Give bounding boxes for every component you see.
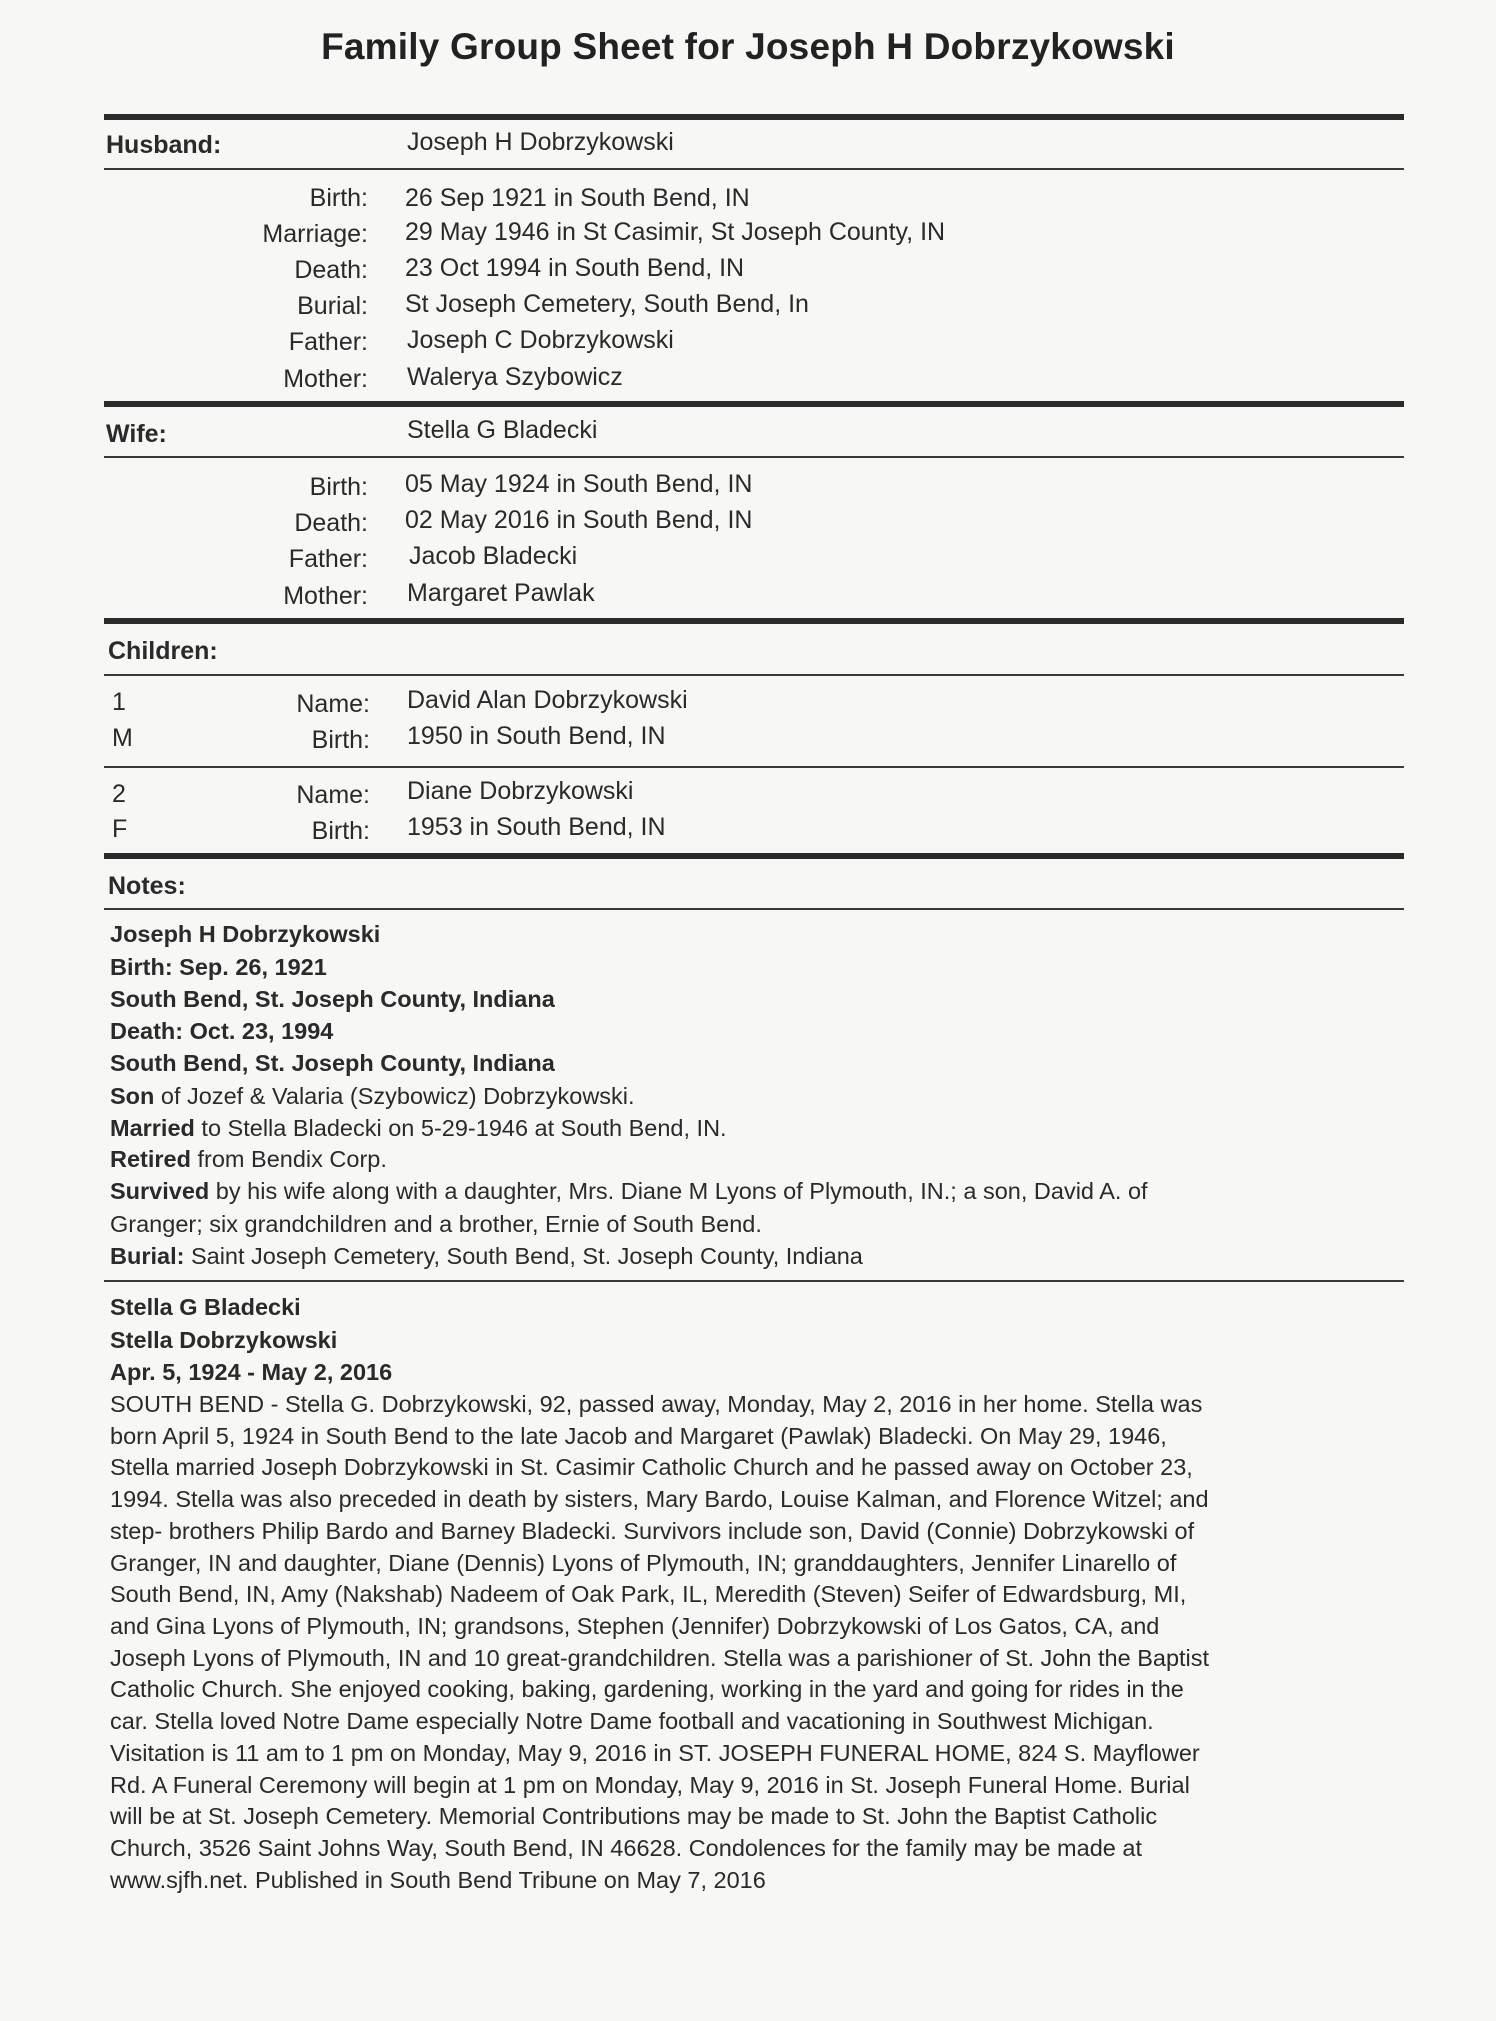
note-line-lead: Retired [110,1146,191,1172]
obituary-line: will be at St. Joseph Cemetery. Memorial Contributions may be made to St. John the Baptist Catholic [110,1803,1158,1829]
note-line-text: Granger; six grandchildren and a brother, Ernie of South Bend. [110,1211,762,1237]
row-divider [104,1280,1404,1282]
wife-name: Stella G Bladecki [407,416,598,444]
child-number: 2 [112,780,126,808]
child-birth: 1953 in South Bend, IN [407,813,666,841]
husband-marriage-value: 29 May 1946 in St Casimir, St Joseph County, IN [405,218,946,246]
obituary-line: born April 5, 1924 in South Bend to the late Jacob and Margaret (Pawlak) Bladecki. On May 29, 1946, [110,1423,1167,1449]
note-line-text: Saint Joseph Cemetery, South Bend, St. Joseph County, Indiana [184,1243,863,1269]
note-line [110,1115,727,1142]
obituary-line: South Bend, IN, Amy (Nakshab) Nadeem of Oak Park, IL, Meredith (Steven) Seifer of Edwardsburg, MI, [110,1581,1187,1607]
husband-burial-label: Burial: [297,292,368,320]
row-divider [104,168,1404,170]
child-birth-label: Birth: [311,817,370,845]
note-death: Death: Oct. 23, 1994 [110,1018,334,1044]
wife-mother-value: Margaret Pawlak [407,579,595,607]
obituary-line: Catholic Church. She enjoyed cooking, baking, gardening, working in the yard and going for rides in the [110,1676,1184,1702]
wife-death-value: 02 May 2016 in South Bend, IN [405,506,753,534]
note-line [110,1083,635,1110]
child-birth: 1950 in South Bend, IN [407,722,666,750]
child-birth-label: Birth: [311,726,370,754]
obituary-line: step- brothers Philip Bardo and Barney Bladecki. Survivors include son, David (Connie) Dobrzykowski of [110,1518,1195,1544]
obituary-line: Visitation is 11 am to 1 pm on Monday, May 9, 2016 in ST. JOSEPH FUNERAL HOME, 824 S. Mayflower [110,1740,1200,1766]
wife-father-value: Jacob Bladecki [409,542,578,570]
child-name-label: Name: [296,690,370,718]
husband-father-label: Father: [288,328,368,356]
note-line-lead: Married [110,1115,195,1141]
wife-death-label: Death: [294,509,368,537]
wife-mother-label: Mother: [283,582,368,610]
wife-heading: Wife: [106,420,167,448]
note-name: Joseph H Dobrzykowski [110,921,381,947]
obituary-line: Rd. A Funeral Ceremony will begin at 1 pm on Monday, May 9, 2016 in St. Joseph Funeral Home. Burial [110,1772,1190,1798]
obituary-line: Church, 3526 Saint Johns Way, South Bend, IN 46628. Condolences for the family may be made at [110,1835,1142,1861]
page-title: Family Group Sheet for Joseph H Dobrzykowski [321,26,1175,67]
obituary-line: www.sjfh.net. Published in South Bend Tribune on May 7, 2016 [110,1867,766,1893]
row-divider [104,766,1404,768]
obituary-line: Granger, IN and daughter, Diane (Dennis) Lyons of Plymouth, IN; granddaughters, Jennifer Linarello of [110,1550,1177,1576]
note-line-lead: Survived [110,1178,210,1204]
note-line [110,1146,387,1173]
child-sex: F [112,815,128,843]
children-heading: Children: [108,637,218,665]
note-line-lead: Son [110,1083,155,1109]
note-name: Stella G Bladecki [110,1294,301,1320]
note-death-place: South Bend, St. Joseph County, Indiana [110,1050,555,1076]
wife-birth-value: 05 May 1924 in South Bend, IN [405,470,753,498]
note-line-text: by his wife along with a daughter, Mrs. Diane M Lyons of Plymouth, IN.; a son, David A. of [209,1178,1148,1204]
husband-mother-value: Walerya Szybowicz [407,363,623,391]
note-line-text: of Jozef & Valaria (Szybowicz) Dobrzykowski. [154,1083,635,1109]
obituary-line: SOUTH BEND - Stella G. Dobrzykowski, 92, passed away, Monday, May 2, 2016 in her home. Stella was [110,1391,1203,1417]
wife-birth-label: Birth: [309,473,368,501]
husband-father-value: Joseph C Dobrzykowski [407,326,674,354]
notes-heading: Notes: [108,872,186,900]
row-divider [104,456,1404,458]
note-line [110,1243,863,1270]
husband-heading: Husband: [106,131,222,159]
child-number: 1 [112,688,126,716]
husband-birth-label: Birth: [309,184,368,212]
obituary-line: Joseph Lyons of Plymouth, IN and 10 great-grandchildren. Stella was a parishioner of St. John the Baptist [110,1645,1210,1671]
row-divider [104,674,1404,676]
note-birth-place: South Bend, St. Joseph County, Indiana [110,986,555,1012]
note-line [110,1178,1148,1205]
section-divider [104,401,1404,407]
obituary-line: car. Stella loved Notre Dame especially Notre Dame football and vacationing in Southwest Michigan. [110,1708,1154,1734]
husband-name: Joseph H Dobrzykowski [407,128,674,156]
section-divider [104,618,1404,624]
obituary-line: 1994. Stella was also preceded in death by sisters, Mary Bardo, Louise Kalman, and Florence Witzel; and [110,1486,1209,1512]
note-line-text: to Stella Bladecki on 5-29-1946 at South Bend, IN. [194,1115,727,1141]
wife-father-label: Father: [288,545,368,573]
section-divider [104,114,1404,120]
husband-death-value: 23 Oct 1994 in South Bend, IN [405,254,745,282]
note-birth: Birth: Sep. 26, 1921 [110,954,327,980]
note-dates: Apr. 5, 1924 - May 2, 2016 [110,1359,393,1385]
husband-burial-value: St Joseph Cemetery, South Bend, In [405,290,809,318]
husband-death-label: Death: [294,256,368,284]
note-line-lead: Burial: [110,1243,185,1269]
child-sex: M [112,724,133,752]
obituary-line: Stella married Joseph Dobrzykowski in St. Casimir Catholic Church and he passed away on October 23, [110,1454,1193,1480]
child-name: David Alan Dobrzykowski [407,686,688,714]
child-name-label: Name: [296,781,370,809]
note-line [110,1211,762,1238]
row-divider [104,908,1404,910]
obituary-line: and Gina Lyons of Plymouth, IN; grandsons, Stephen (Jennifer) Dobrzykowski of Los Gatos, CA, and [110,1613,1160,1639]
child-name: Diane Dobrzykowski [407,777,634,805]
note-married-name: Stella Dobrzykowski [110,1327,338,1353]
husband-birth-value: 26 Sep 1921 in South Bend, IN [405,184,750,212]
husband-marriage-label: Marriage: [262,220,368,248]
section-divider [104,853,1404,859]
husband-mother-label: Mother: [283,365,368,393]
note-line-text: from Bendix Corp. [190,1146,387,1172]
